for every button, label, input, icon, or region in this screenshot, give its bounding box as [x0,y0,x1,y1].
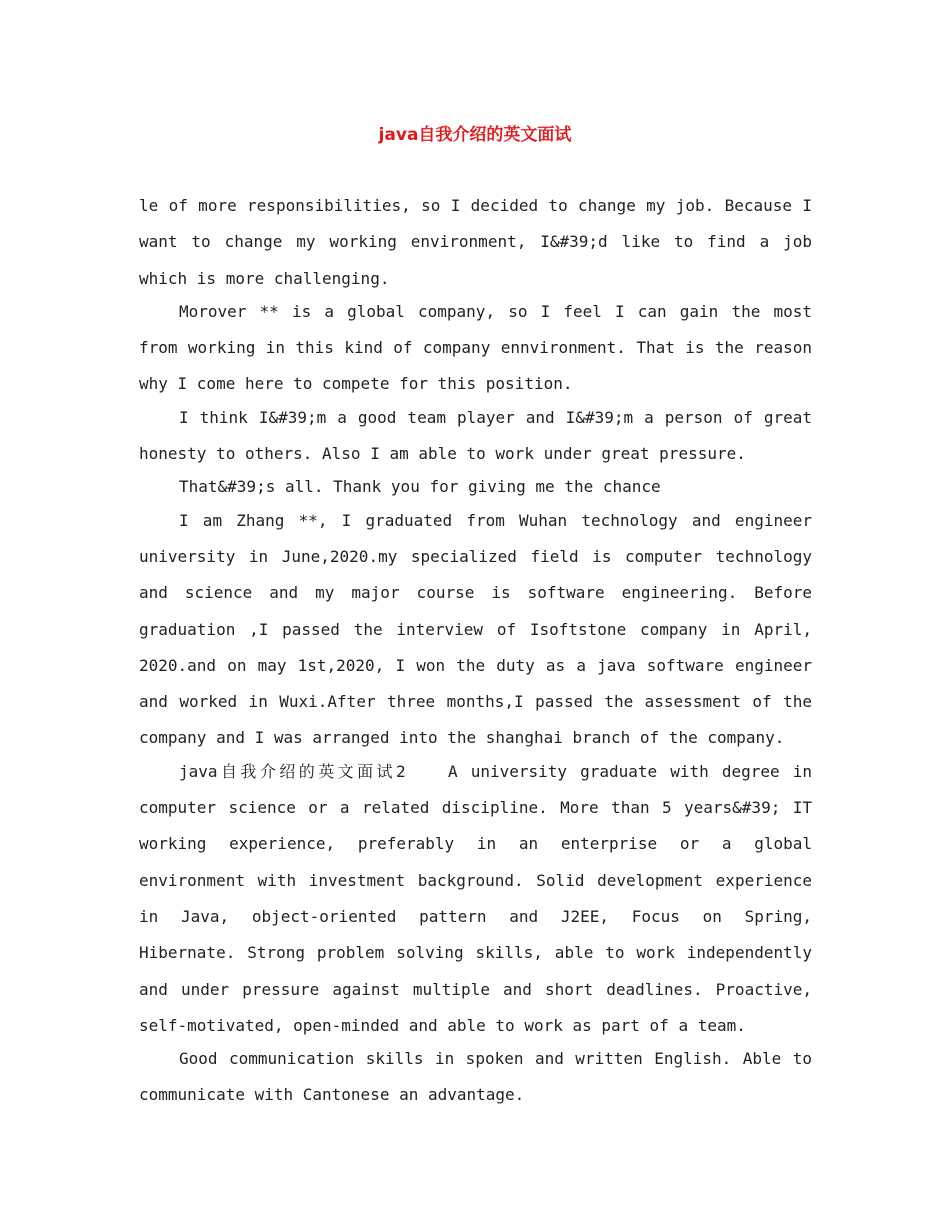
document-body [139,188,812,1111]
document-title: java自我介绍的英文面试 [378,125,572,145]
paragraph-job-change: le of more responsibilities, so I decided to change my job. Because I want to change my working environment, I&#39;d like to find a job which is more challenging. [139,196,812,288]
paragraph-global-company: Morover ** is a global company, so I feel I can gain the most from working in this kind of company ennvironment. That is the reason why I come here to compete for this position. [139,301,812,394]
paragraph-thanks: That&#39;s all. Thank you for giving me the chance [179,477,661,497]
paragraph-team-player: I think I&#39;m a good team player and I&#39;m a person of great honesty to others. Also I am able to work under great pressure. [139,407,812,464]
paragraph-requirements: java自我介绍的英文面试2 A university graduate with degree in computer science or a related discipline. More than 5 years&#39; IT working experience, preferably in an enterprise or a global environment with investment background. Solid development experience in Java, object-oriented pattern and J2EE, Focus on Spring, Hibernate. Strong problem solving skills, able to work independently and under pressure against multiple and short deadlines. Proactive, self-motivated, open-minded and able to work as part of a team. [139,761,812,1035]
paragraph-self-introduction: I am Zhang **, I graduated from Wuhan technology and engineer university in June,2020.my specialized field is computer technology and science and my major course is software engineering. Before graduation ,I passed the interview of Isoftstone company in April, 2020.and on may 1st,2020, I won the duty as a java software engineer and worked in Wuxi.After three months,I passed the assessment of the company and I was arranged into the shanghai branch of the company. [139,510,812,748]
paragraph-communication: Good communication skills in spoken and written English. Able to communicate with Cantonese an advantage. [139,1049,812,1105]
